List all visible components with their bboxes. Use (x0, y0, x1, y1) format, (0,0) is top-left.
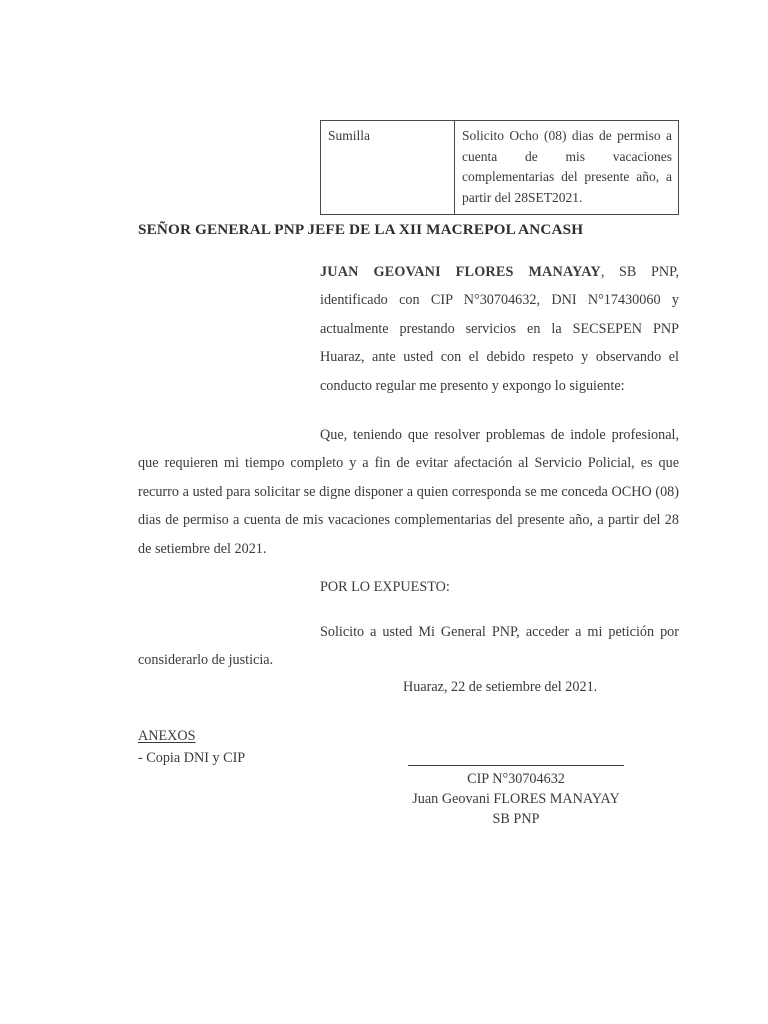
sumilla-table (320, 120, 679, 215)
page-title: SEÑOR GENERAL PNP JEFE DE LA XII MACREPOL ANCASH (138, 221, 584, 238)
sumilla-text: Solicito Ocho (08) dias de permiso a cuenta de mis vacaciones complementarias del presente año, a partir del 28SET2021. (455, 121, 679, 215)
signature-name: Juan Geovani FLORES MANAYAY (412, 791, 620, 808)
applicant-name: JUAN GEOVANI FLORES MANAYAY (320, 264, 601, 280)
date-line: Huaraz, 22 de setiembre del 2021. (403, 679, 598, 695)
por-lo-expuesto-heading: POR LO EXPUESTO: (320, 579, 450, 595)
anexos-title: ANEXOS (138, 728, 196, 744)
signature-line (408, 765, 624, 766)
signature-cip: CIP N°30704632 (467, 771, 565, 787)
solicitud-paragraph: Solicito a usted Mi General PNP, acceder a mi petición por considerarlo de justicia. (138, 624, 679, 669)
sumilla-label: Sumilla (321, 121, 455, 215)
signature-block (408, 765, 624, 829)
intro-paragraph-text: , SB PNP, identificado con CIP N°30704632, DNI N°17430060 y actualmente prestando servicios en la SECSEPEN PNP Huaraz, ante usted con el debido respeto y observando el conducto regular me presento y expongo lo siguiente: (320, 264, 679, 394)
anexos-section (138, 726, 438, 768)
anexos-item: - Copia DNI y CIP (138, 749, 246, 766)
signature-rank: SB PNP (492, 811, 540, 828)
table-row (321, 121, 679, 215)
intro-paragraph (320, 258, 679, 400)
body-paragraph: Que, teniendo que resolver problemas de indole profesional, que requieren mi tiempo completo y a fin de evitar afectación al Servicio Policial, es que recurro a usted para solicitar se digne disponer a quien corresponda se me conceda OCHO (08) dias de permiso a cuenta de mis vacaciones complementarias del presente año, a partir del 28 de setiembre del 2021. (138, 427, 679, 557)
